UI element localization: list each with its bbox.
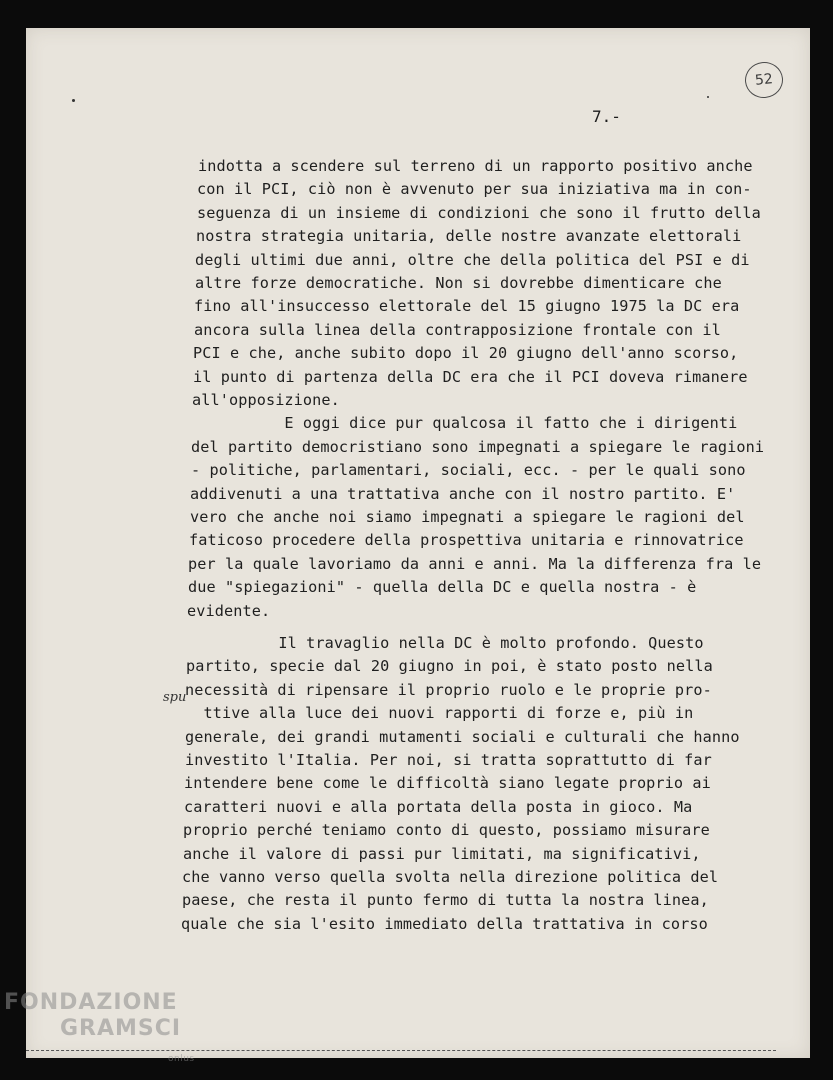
text-line: investito l'Italia. Per noi, si tratta soprattutto di far bbox=[185, 751, 712, 769]
text-line: E oggi dice pur qualcosa il fatto che i dirigenti bbox=[192, 414, 738, 433]
watermark-line-3: onlus bbox=[168, 1054, 195, 1064]
text-line: per la quale lavoriamo da anni e anni. Ma la differenza fra le bbox=[188, 554, 762, 573]
text-line: con il PCI, ciò non è avvenuto per sua iniziativa ma in con- bbox=[197, 180, 752, 199]
text-line: generale, dei grandi mutamenti sociali e culturali che hanno bbox=[185, 727, 740, 746]
text-line: indotta a scendere sul terreno di un rapporto positivo anche bbox=[198, 157, 753, 175]
text-line: vero che anche noi siamo impegnati a spiegare le ragioni del bbox=[190, 508, 745, 526]
text-line: due "spiegazioni" - quella della DC e quella nostra - è bbox=[188, 578, 697, 597]
watermark-logo bbox=[4, 990, 195, 1064]
text-line: - politiche, parlamentari, sociali, ecc. - per le quali sono bbox=[191, 461, 746, 480]
watermark-line-1: FONDAZIONE bbox=[4, 990, 178, 1015]
text-line: faticoso procedere della prospettiva unitaria e rinnovatrice bbox=[189, 531, 744, 550]
text-line: il punto di partenza della DC era che il PCI doveva rimanere bbox=[193, 367, 748, 386]
text-line: del partito democristiano sono impegnati a spiegare le ragioni bbox=[191, 437, 765, 456]
text-line: Il travaglio nella DC è molto profondo. Questo bbox=[186, 634, 704, 652]
text-line: quale che sia l'esito immediato della trattativa in corso bbox=[181, 914, 708, 933]
text-line: partito, specie dal 20 giugno in poi, è stato posto nella bbox=[186, 657, 713, 676]
text-line: altre forze democratiche. Non si dovrebbe dimenticare che bbox=[195, 274, 722, 292]
text-line: anche il valore di passi pur limitati, ma significativi, bbox=[183, 844, 701, 863]
text-line: ttive alla luce dei nuovi rapporti di forze e, più in bbox=[185, 704, 694, 723]
text-line: intendere bene come le difficoltà siano legate proprio ai bbox=[184, 774, 711, 793]
page-number: 7.- bbox=[592, 107, 621, 126]
watermark-line-2: GRAMSCI bbox=[60, 1016, 182, 1041]
text-line: seguenza di un insieme di condizioni che sono il frutto della bbox=[197, 203, 761, 222]
page-bottom-rule bbox=[26, 1050, 776, 1051]
text-line: degli ultimi due anni, oltre che della politica del PSI e di bbox=[195, 250, 750, 269]
text-line: necessità di ripensare il proprio ruolo e le proprie pro- bbox=[185, 680, 712, 699]
paper-speck bbox=[72, 99, 75, 102]
text-line: addivenuti a una trattativa anche con il nostro partito. E' bbox=[190, 484, 736, 503]
margin-annotation: spu bbox=[163, 690, 187, 705]
paper-speck bbox=[707, 96, 709, 98]
archive-number: 52 bbox=[754, 71, 774, 89]
text-line: PCI e che, anche subito dopo il 20 giugno dell'anno scorso, bbox=[193, 344, 739, 363]
text-line: che vanno verso quella svolta nella direzione politica del bbox=[182, 868, 719, 886]
text-line: ancora sulla linea della contrapposizione frontale con il bbox=[194, 320, 721, 339]
text-line: caratteri nuovi e alla portata della posta in gioco. Ma bbox=[184, 797, 693, 816]
text-line: all'opposizione. bbox=[192, 391, 340, 409]
text-line: fino all'insuccesso elettorale del 15 giugno 1975 la DC era bbox=[194, 297, 740, 316]
text-line: paese, che resta il punto fermo di tutta la nostra linea, bbox=[182, 891, 709, 910]
text-line: proprio perché teniamo conto di questo, possiamo misurare bbox=[183, 821, 710, 840]
text-line: evidente. bbox=[187, 601, 271, 620]
text-line: nostra strategia unitaria, delle nostre avanzate elettorali bbox=[196, 227, 742, 246]
